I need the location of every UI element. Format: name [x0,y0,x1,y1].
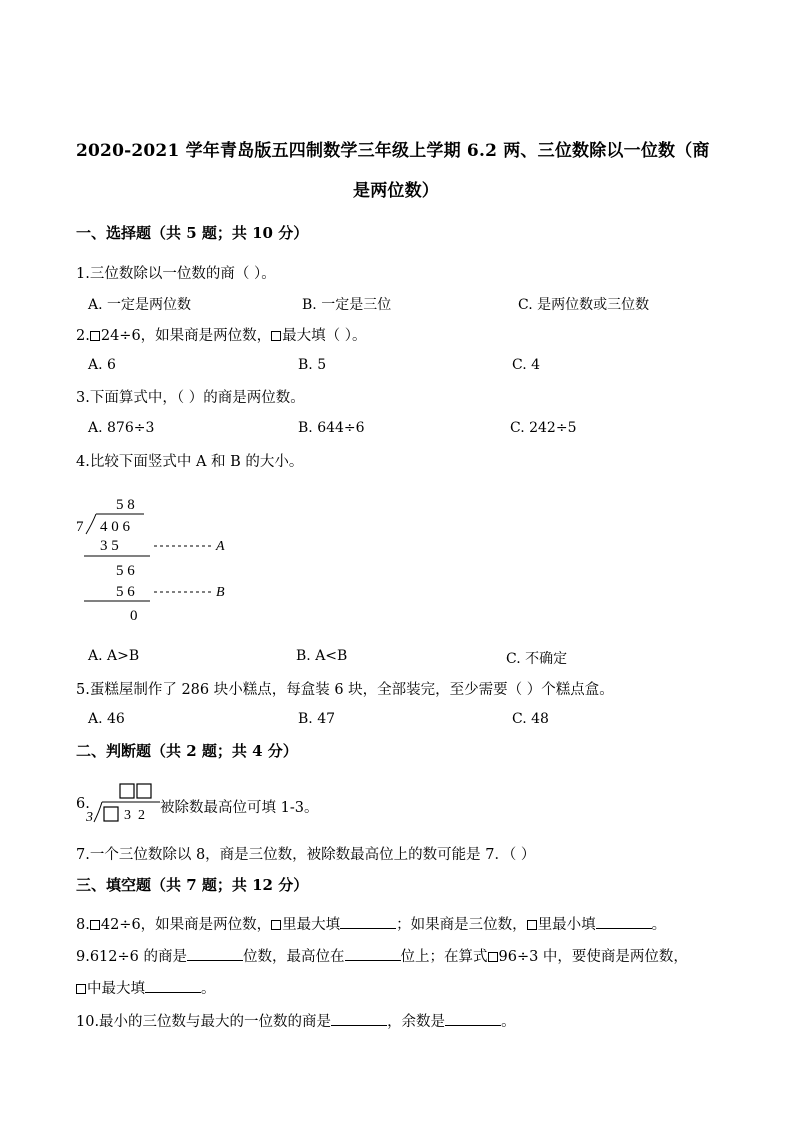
answer-blank[interactable] [145,978,201,993]
q9-text-3: 位上；在算式 [400,949,488,965]
division-bracket-curve [86,514,96,534]
long-division-figure [72,492,252,632]
q9-text-1: 9.612÷6 的商是 [76,949,187,965]
answer-blank[interactable] [331,1011,387,1026]
blank-box-icon [90,920,100,930]
question-4: 4.比较下面竖式中 A 和 B 的大小。 [76,454,304,470]
q9-text-4: 96÷3 中，要使商是两位数， [498,949,688,965]
q2-option-b: B. 5 [298,357,327,373]
q1-option-c: C. 是两位数或三位数 [518,297,650,313]
q8-text-2: 里最大填 [282,917,341,933]
division-step1: 3 5 [100,538,119,554]
division-step3: 5 6 [116,584,135,600]
blank-box-icon [527,920,537,930]
q4-option-a: A. A>B [88,648,140,664]
q2-option-a: A. 6 [88,357,116,373]
q4-option-c: C. 不确定 [506,651,568,667]
section-heading-judgement: 二、判断题（共 2 题；共 4 分） [76,742,298,760]
division-divisor: 7 [76,519,84,535]
q10-text-1: 10.最小的三位数与最大的一位数的商是 [76,1014,332,1030]
division-dividend: 4 0 6 [100,519,130,535]
q2-number: 2. [76,328,90,344]
section-heading-choice: 一、选择题（共 5 题；共 10 分） [76,224,309,242]
q10-text-3: 。 [501,1014,516,1030]
q1-option-b: B. 一定是三位 [302,297,392,313]
q8-text-4: 里最小填 [537,917,596,933]
division-remainder: 0 [130,608,138,624]
q4-option-b: B. A<B [296,648,348,664]
q9-text-5: 中最大填 [87,981,145,997]
section-heading-fill: 三、填空题（共 7 题；共 12 分） [76,876,309,894]
blank-box-icon [488,952,498,962]
q8-text-5: 。 [651,917,667,933]
label-b: B [216,585,225,600]
q5-option-c: C. 48 [512,711,549,727]
q8-text-3: ；如果商是三位数， [396,917,527,933]
q5-option-a: A. 46 [88,711,125,727]
division-figure-q6 [84,782,164,826]
question-7: 7.一个三位数除以 8，商是三位数，被除数最高位上的数可能是 7．（ ） [76,847,536,863]
blank-box-icon [76,984,86,994]
blank-box-icon [90,331,100,341]
q3-option-c: C. 242÷5 [510,420,577,436]
question-10 [76,1010,516,1031]
q8-number: 8. [76,917,90,933]
q5-option-b: B. 47 [298,711,336,727]
answer-blank[interactable] [345,946,401,961]
q2-text-part1: 24÷6，如果商是两位数， [100,328,272,344]
q3-option-a: A. 876÷3 [88,420,155,436]
blank-box-icon [271,331,281,341]
page-title-line1: 2020-2021 学年青岛版五四制数学三年级上学期 6.2 两、三位数除以一位数（商 [76,141,710,161]
q8-text-1: 42÷6，如果商是两位数， [100,917,272,933]
answer-blank[interactable] [187,946,243,961]
q6-divisor: 3 [86,810,93,825]
question-6-number: 6. [76,796,90,812]
answer-blank[interactable] [445,1011,501,1026]
question-3: 3.下面算式中，（ ）的商是两位数。 [76,390,305,406]
q9-text-2: 位数，最高位在 [243,949,345,965]
question-9-line1 [76,945,688,966]
q3-option-b: B. 644÷6 [298,420,365,436]
division-quotient: 5 8 [116,497,135,513]
label-a: A [216,539,225,554]
question-2 [76,324,367,345]
q1-option-a: A. 一定是两位数 [88,297,192,313]
question-5: 5.蛋糕屋制作了 286 块小糕点，每盒装 6 块，全部装完，至少需要（ ）个糕点盒。 [76,682,614,698]
answer-blank[interactable] [596,914,652,929]
bracket-curve [94,802,102,822]
quotient-box-2 [137,784,151,798]
page-title-line2: 是两位数） [353,181,439,201]
division-step2: 5 6 [116,563,135,579]
question-8 [76,913,666,934]
answer-blank[interactable] [340,914,396,929]
quotient-box-1 [120,784,134,798]
question-9-line2 [76,977,216,998]
dividend-box [104,807,118,821]
question-6-text: 被除数最高位可填 1-3。 [160,800,319,816]
q2-text-part2: 最大填（ ）。 [282,328,367,344]
q9-text-6: 。 [201,981,216,997]
q6-dividend-rest: 3 2 [124,808,145,823]
question-1: 1.三位数除以一位数的商（ ）。 [76,266,276,282]
q10-text-2: ，余数是 [387,1014,446,1030]
blank-box-icon [271,920,281,930]
q2-option-c: C. 4 [512,357,541,373]
